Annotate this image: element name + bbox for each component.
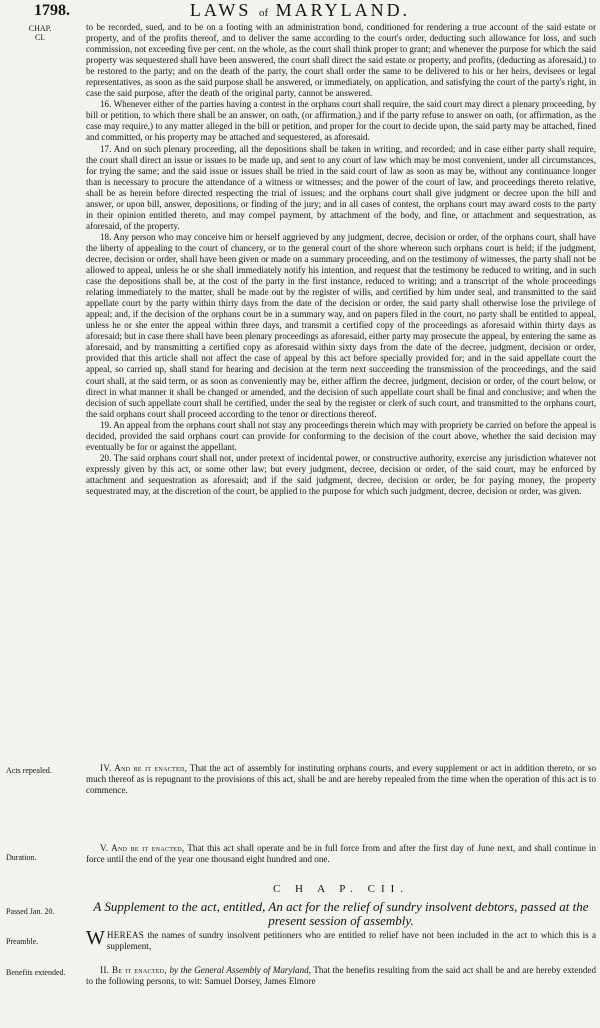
- margin-chap-number: CI.: [35, 33, 45, 42]
- margin-preamble: Preamble.: [6, 937, 39, 946]
- running-title-of: of: [258, 7, 269, 19]
- section-iv-text: That the act of assembly for instituting orphans courts, and every supplement or act in addition thereto, or so much thereof as is repugnant to the provisions of this act, shall be and are hereby repealed from the time when the operation of this act is to commence.: [86, 763, 596, 796]
- running-title-laws: LAWS: [189, 0, 252, 20]
- preamble-lead: HEREAS: [106, 930, 145, 940]
- margin-passed-date: Passed Jan. 20.: [6, 907, 55, 916]
- paragraph-20: 20. The said orphans court shall not, under pretext of incidental power, or constructive authority, exercise any jurisdiction whatever not expressly given by this act, or some other law; but every judgment, decree, decision or order, of the said court, may be enforced by attachment and sequestration as aforesaid; and if the said judgment, decree, decision or order, be for paying money, the property sequestrated may, at the discretion of the court, be applied to the purpose for which such judgment, decree, decision or order, was given.: [86, 452, 596, 496]
- section-v-text: That this act shall operate and be in full force from and after the first day of June next, and shall continue in force until the end of the year one thousand eight hundred and one.: [86, 843, 596, 865]
- chapter-heading: C H A P. CII.: [272, 883, 410, 895]
- section-v-lead: V. And be it enacted,: [100, 843, 185, 853]
- dropcap-w: W: [86, 927, 105, 949]
- running-title-maryland: MARYLAND.: [275, 0, 411, 20]
- margin-benefits-extended: Benefits extended.: [6, 968, 66, 977]
- paragraph-16: 16. Whenever either of the parties having a contest in the orphans court shall require, the said court may direct a plenary proceeding, by bill or petition, to which there shall be an answer, on oath, (or affirmation,) and if the party refuse to answer on oath, (or affirmation, as the case may require,) to any matter alleged in the bill or petition, and proper for the court to decide upon, the said party may be attached, fined and committed, or his property may be attached and sequestered, as aforesaid.: [86, 99, 596, 143]
- preamble-text: the names of sundry insolvent petitioners who are entitled to relief have not been included in the act to which this is a supplement,: [106, 930, 596, 952]
- chapter-title: A Supplement to the act, entitled, An act for the relief of sundry insolvent debtors, passed at the present session of assembly.: [93, 899, 589, 928]
- paragraph-continuation: to be recorded, sued, and to be on a footing with an administration bond, conditioned for rendering a true account of the said estate or property, and of the profits thereof, and to deliver the same according to the court's order, deducting such allowance for loss, and such commission, not exceeding five per cent. on the whole, as the court shall think proper to grant; and whenever the purpose for which the said property was sequestered shall have been answered, the court shall direct the said estate or property, and profits, (deducting as aforesaid,) to be restored to the party; and on the death of the party, the court shall order the same to be delivered to his or her heirs, devisees or legal representatives, as soon as the said purpose shall be answered, or immediately, on application, and satisfying the court of the party's right, in case the said purpose, after the death of the original party, cannot be answered.: [86, 22, 596, 99]
- margin-chap-word: CHAP.: [28, 24, 52, 33]
- margin-duration: Duration.: [6, 853, 37, 862]
- main-text-block: [86, 22, 596, 497]
- page-year: 1798.: [34, 2, 70, 19]
- section-ii-lead: II. Be it enacted,: [100, 965, 167, 975]
- margin-acts-repealed: Acts repealed.: [6, 766, 52, 775]
- paragraph-17: 17. And on such plenary proceeding, all the depositions shall be taken in writing, and recorded; and in case either party shall require, the court shall direct an issue or issues to be made up, and sent to any court of law which may be most convenient, under all circumstances, for trying the same; and the said issue or issues shall be tried in the said court of law as soon as may be, without any continuance longer than is necessary to procure the attendance of a witness or witnesses; and the power of the court of law, and proceedings thereto relative, shall be as herein before directed respecting the trial of issues; and the orphans court shall give judgment or decree upon the bill and answer, or upon bill, answer, depositions, or finding of the jury; and in all cases of contest, the orphans court may award costs to the party in their opinion entitled thereto, and may compel payment, by attachment of the body, and fine, or attachment and sequestration, as aforesaid, of the property.: [86, 143, 596, 231]
- preamble-block: [86, 927, 596, 952]
- section-ii-text: That the benefits resulting from the said act shall be and are hereby extended to the following persons, to wit: Samuel Dorsey, James Elmore: [86, 965, 597, 987]
- running-title: [0, 0, 600, 21]
- section-iv-lead: IV. And be it enacted,: [100, 763, 188, 773]
- paragraph-18: 18. Any person who may conceive him or herself aggrieved by any judgment, decree, decision or order, of the orphans court, shall have the liberty of appealing to the court of chancery, or to the general court of the shore whereon such orphans court is held; if the judgment, decree, decision or order, shall have been given or made on a summary proceeding, and on the testimony of witnesses, the party shall not be allowed to appeal, unless he or she shall immediately notify his intention, and request that the testimony be reduced to writing, and in such case the depositions shall be, at the cost of the party in the first instance, reduced to writing; and a transcript of the whole proceedings relating immediately to the matter, shall be made out by the register of wills, and certified by him under seal, and transmitted to the said appellate court by the party within thirty days from the date of the decision or order, the said party shall otherwise lose the privilege of appeal; and, if the decision of the orphans court be in a summary way, and on papers filed in the court, no party shall be entitled to appeal, unless he or she enter the appeal within three days, and transmit a certified copy of the proceedings as aforesaid within thirty days as aforesaid; but in case there shall have been plenary proceedings as aforesaid, either party may prosecute the appeal, by entering the same as aforesaid, and by transmitting a certified copy as aforesaid within sixty days from the date of the decree, judgment, decision or order, provided that this article shall not affect the case of appeal by this act before specially provided for; and in the said appellate court the appeal, so carried up, shall stand for hearing and decision at the term next succeeding the transmission of the proceedings, and the said court shall, at the said term, or as soon as conveniently may be, either affirm the decree, judgment, decision or order, of the court below, or direct in what manner it shall be changed or amended, and the decision of such appellate court shall be final and conclusive; and when the decision of such appellate court shall be certified, under the seal by the register or clerk of such court, and transmitted to the orphans court, the said orphans court shall proceed according to the tenor or directions thereof.: [86, 231, 596, 419]
- section-iv: [86, 763, 596, 796]
- section-ii: [86, 965, 596, 987]
- paragraph-19: 19. An appeal from the orphans court shall not stay any proceedings therein which may with propriety be carried on before the appeal is decided, provided the said orphans court can provide for conforming to the decision of the court above, whether the said decision may eventually be for or against the appellant.: [86, 419, 596, 452]
- section-ii-italic: by the General Assembly of Maryland,: [169, 965, 311, 975]
- margin-chapter-label: [6, 24, 74, 42]
- section-v: [86, 843, 596, 865]
